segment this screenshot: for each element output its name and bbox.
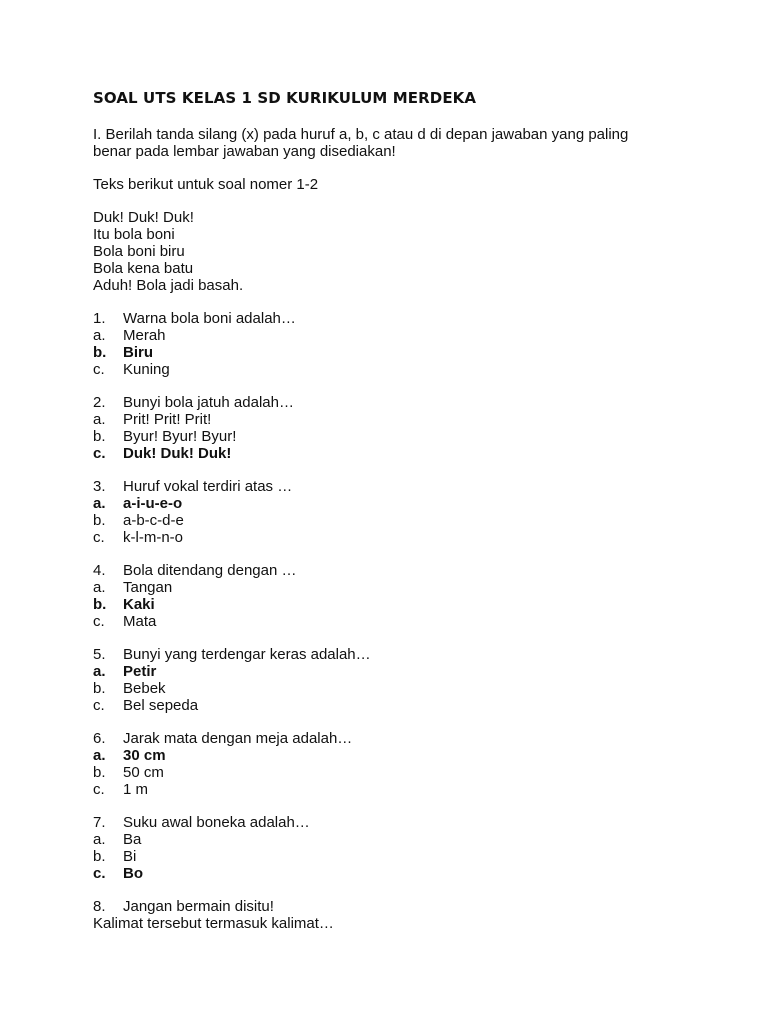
question-number: 1. — [93, 310, 106, 327]
spacer — [93, 378, 693, 394]
question-6 — [93, 730, 693, 798]
answer-option — [93, 747, 693, 764]
option-text: Kaki — [123, 596, 155, 613]
option-letter: c. — [93, 781, 105, 798]
option-text: Tangan — [123, 579, 173, 596]
option-letter: c. — [93, 613, 105, 630]
option-letter: b. — [93, 428, 106, 445]
document-title: SOAL UTS KELAS 1 SD KURIKULUM MERDEKA — [93, 89, 477, 107]
spacer — [93, 798, 693, 814]
option-text: Bebek — [123, 680, 166, 697]
question-stem — [93, 814, 693, 831]
option-letter: b. — [93, 848, 106, 865]
option-text: Byur! Byur! Byur! — [123, 428, 237, 445]
question-5 — [93, 646, 693, 714]
option-letter: a. — [93, 663, 106, 680]
question-text: Jarak mata dengan meja adalah… — [123, 730, 353, 747]
question-number: 2. — [93, 394, 106, 411]
option-letter: b. — [93, 596, 107, 613]
question-text: Warna bola boni adalah… — [123, 310, 296, 327]
question-text: Bola ditendang dengan … — [123, 562, 297, 579]
option-letter: a. — [93, 411, 106, 428]
poem-line: Duk! Duk! Duk! — [93, 209, 194, 226]
question-stem — [93, 646, 693, 663]
question-stem — [93, 730, 693, 747]
option-letter: b. — [93, 680, 106, 697]
question-2 — [93, 394, 693, 462]
option-text: Merah — [123, 327, 166, 344]
question-stem — [93, 394, 693, 411]
question-text: Bunyi yang terdengar keras adalah… — [123, 646, 371, 663]
answer-option — [93, 764, 693, 781]
option-text: Ba — [123, 831, 142, 848]
question-number: 6. — [93, 730, 106, 747]
option-text: Duk! Duk! Duk! — [123, 445, 232, 462]
answer-option — [93, 411, 693, 428]
option-text: k-l-m-n-o — [123, 529, 183, 546]
option-text: Petir — [123, 663, 157, 680]
question-text: Suku awal boneka adalah… — [123, 814, 310, 831]
question-7 — [93, 814, 693, 882]
question-list — [93, 310, 693, 915]
instruction-text: I. Berilah tanda silang (x) pada huruf a, b, c atau d di depan jawaban yang paling benar pada lembar jawaban yang disediakan! — [93, 126, 629, 160]
answer-option — [93, 344, 693, 361]
answer-option — [93, 512, 693, 529]
spacer — [93, 630, 693, 646]
poem-line: Aduh! Bola jadi basah. — [93, 277, 244, 294]
passage-intro: Teks berikut untuk soal nomer 1-2 — [93, 176, 319, 193]
spacer — [93, 546, 693, 562]
question-number: 3. — [93, 478, 106, 495]
question-4 — [93, 562, 693, 630]
question-stem — [93, 478, 693, 495]
question-text: Jangan bermain disitu! — [123, 898, 274, 915]
option-letter: b. — [93, 764, 106, 781]
answer-option — [93, 613, 693, 630]
option-text: Prit! Prit! Prit! — [123, 411, 212, 428]
option-text: a-i-u-e-o — [123, 495, 183, 512]
question-3 — [93, 478, 693, 546]
answer-option — [93, 579, 693, 596]
question-number: 5. — [93, 646, 106, 663]
option-letter: c. — [93, 697, 105, 714]
answer-option — [93, 865, 693, 882]
answer-option — [93, 445, 693, 462]
option-text: 30 cm — [123, 747, 166, 764]
question-stem — [93, 562, 693, 579]
option-text: 1 m — [123, 781, 149, 798]
question-text: Bunyi bola jatuh adalah… — [123, 394, 294, 411]
spacer — [93, 714, 693, 730]
option-letter: a. — [93, 831, 106, 848]
answer-option — [93, 831, 693, 848]
option-letter: b. — [93, 344, 107, 361]
answer-option — [93, 680, 693, 697]
answer-option — [93, 529, 693, 546]
spacer — [93, 160, 693, 176]
question-number: 8. — [93, 898, 106, 915]
spacer — [93, 462, 693, 478]
option-letter: c. — [93, 445, 106, 462]
option-text: 50 cm — [123, 764, 164, 781]
answer-option — [93, 848, 693, 865]
question-text: Huruf vokal terdiri atas … — [123, 478, 293, 495]
option-letter: a. — [93, 327, 106, 344]
poem — [93, 209, 693, 294]
answer-option — [93, 663, 693, 680]
poem-line: Bola kena batu — [93, 260, 194, 277]
option-letter: b. — [93, 512, 106, 529]
answer-option — [93, 361, 693, 378]
question-8 — [93, 898, 693, 915]
option-text: Mata — [123, 613, 157, 630]
answer-option — [93, 596, 693, 613]
option-letter: c. — [93, 361, 105, 378]
option-text: Biru — [123, 344, 153, 361]
poem-line: Bola boni biru — [93, 243, 185, 260]
answer-option — [93, 495, 693, 512]
question-1 — [93, 310, 693, 378]
question-8-prompt: Kalimat tersebut termasuk kalimat… — [93, 915, 334, 932]
document-page — [93, 89, 693, 932]
option-letter: a. — [93, 495, 106, 512]
spacer — [93, 193, 693, 209]
poem-line: Itu bola boni — [93, 226, 175, 243]
option-text: Bel sepeda — [123, 697, 199, 714]
question-number: 4. — [93, 562, 106, 579]
option-text: Bi — [123, 848, 137, 865]
option-text: a-b-c-d-e — [123, 512, 184, 529]
answer-option — [93, 697, 693, 714]
question-stem — [93, 310, 693, 327]
answer-option — [93, 781, 693, 798]
option-letter: a. — [93, 579, 106, 596]
spacer — [93, 882, 693, 898]
answer-option — [93, 327, 693, 344]
spacer — [93, 294, 693, 310]
answer-option — [93, 428, 693, 445]
option-text: Kuning — [123, 361, 170, 378]
option-text: Bo — [123, 865, 143, 882]
question-number: 7. — [93, 814, 106, 831]
option-letter: c. — [93, 865, 106, 882]
question-stem — [93, 898, 693, 915]
option-letter: c. — [93, 529, 105, 546]
option-letter: a. — [93, 747, 106, 764]
